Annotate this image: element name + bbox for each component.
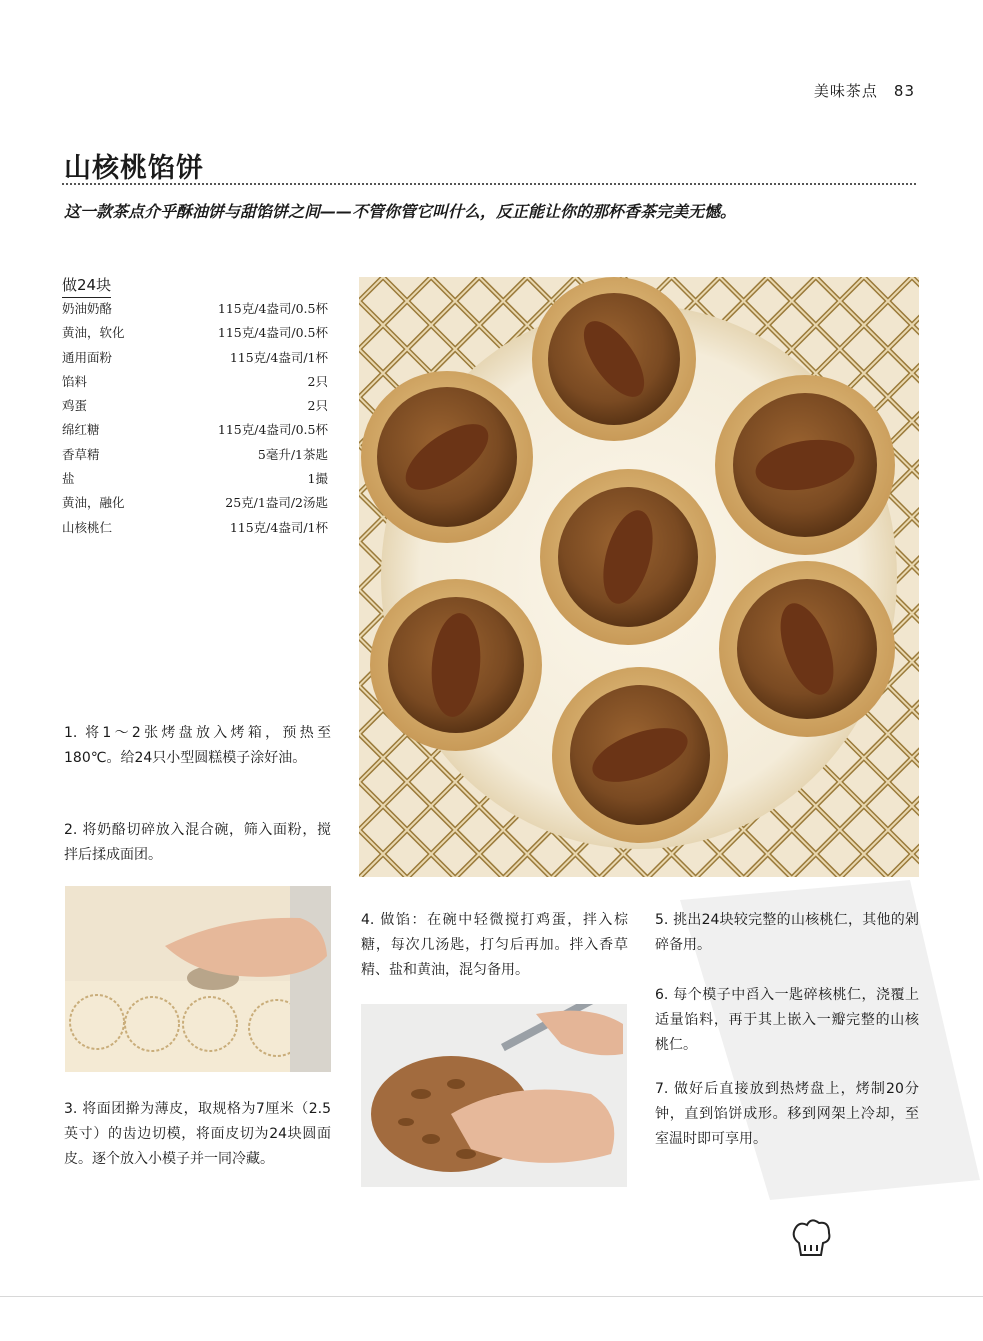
- ingredient-name: 香草精: [62, 446, 100, 462]
- ingredient-name: 盐: [62, 471, 75, 487]
- section-name: 美味茶点: [813, 82, 878, 100]
- ingredient-list: [62, 297, 328, 540]
- step-4: 4. 做馅：在碗中轻微搅打鸡蛋，拌入棕糖，每次几汤匙，打匀后再加。拌入香草精、盐和黄油，混匀备用。: [361, 912, 628, 978]
- ingredient-name: 鸡蛋: [62, 398, 88, 414]
- tart: [552, 667, 728, 843]
- recipe-title: 山核桃馅饼: [64, 153, 204, 184]
- ingredient-row: [62, 516, 328, 540]
- step-7: 7. 做好后直接放到热烤盘上，烤制20分钟，直到馅饼成形。移到网架上冷却，至室温时即可享用。: [655, 1081, 919, 1147]
- ingredient-name: 通用面粉: [62, 349, 113, 365]
- ingredient-row: [62, 418, 328, 442]
- ingredient-name: 山核桃仁: [62, 519, 113, 535]
- ingredient-row: [62, 346, 328, 370]
- ingredient-quantity: 115克/4盎司/0.5杯: [217, 325, 328, 341]
- ingredient-quantity: 2只: [307, 373, 328, 389]
- ingredient-row: [62, 443, 328, 467]
- tart: [361, 371, 533, 543]
- ingredient-name: 馅料: [62, 373, 88, 389]
- tart: [370, 579, 542, 751]
- ingredient-name: 绵红糖: [62, 422, 100, 438]
- bottom-divider: [0, 1296, 983, 1297]
- ingredient-name: 黄油，融化: [62, 495, 125, 511]
- chef-hat-icon: [787, 1213, 835, 1261]
- ingredient-quantity: 5毫升/1茶匙: [257, 446, 328, 462]
- ingredient-row: [62, 467, 328, 491]
- ingredient-row: [62, 394, 328, 418]
- tart: [540, 469, 716, 645]
- ingredient-quantity: 115克/4盎司/0.5杯: [217, 301, 328, 316]
- recipe-intro: 这一款茶点介乎酥油饼与甜馅饼之间——不管你管它叫什么，反正能让你的那杯香茶完美无憾。: [64, 202, 737, 221]
- chopping-pecans-photo: [361, 1004, 627, 1187]
- step-1: 1. 将1～2张烤盘放入烤箱，预热至180℃。给24只小型圆糕模子涂好油。: [64, 725, 331, 766]
- title-divider: [62, 183, 916, 185]
- step-5: 5. 挑出24块较完整的山核桃仁，其他的剁碎备用。: [655, 912, 919, 953]
- ingredient-quantity: 115克/4盎司/1杯: [229, 349, 328, 365]
- ingredient-quantity: 115克/4盎司/0.5杯: [217, 422, 328, 438]
- ingredient-row: [62, 370, 328, 394]
- page-header: [814, 80, 915, 101]
- step-2: 2. 将奶酪切碎放入混合碗，筛入面粉，搅拌后揉成面团。: [64, 822, 331, 863]
- page-number: 83: [893, 82, 915, 100]
- step-6: 6. 每个模子中舀入一匙碎核桃仁，浇覆上适量馅料，再于其上嵌入一瓣完整的山核桃仁。: [655, 987, 919, 1053]
- ingredient-quantity: 115克/4盎司/1杯: [229, 519, 328, 535]
- tart: [719, 561, 895, 737]
- recipe-yield: 做24块: [62, 274, 111, 298]
- ingredient-quantity: 1撮: [307, 471, 328, 487]
- watermark-logo: [660, 880, 980, 1200]
- ingredient-row: [62, 321, 328, 345]
- pecan-tarts-photo: [359, 277, 919, 877]
- ingredient-row: [62, 297, 328, 321]
- step-3: 3. 将面团擀为薄皮，取规格为7厘米（2.5英寸）的齿边切模，将面皮切为24块圆面皮。逐个放入小模子并一同冷藏。: [64, 1101, 331, 1167]
- ingredient-name: 奶油奶酪: [62, 301, 113, 316]
- ingredient-row: [62, 491, 328, 515]
- tart: [715, 375, 895, 555]
- ingredient-quantity: 25克/1盎司/2汤匙: [225, 495, 328, 511]
- ingredient-quantity: 2只: [307, 398, 328, 414]
- cutting-dough-photo: [65, 886, 331, 1072]
- tart: [532, 277, 696, 441]
- ingredient-name: 黄油，软化: [62, 325, 125, 341]
